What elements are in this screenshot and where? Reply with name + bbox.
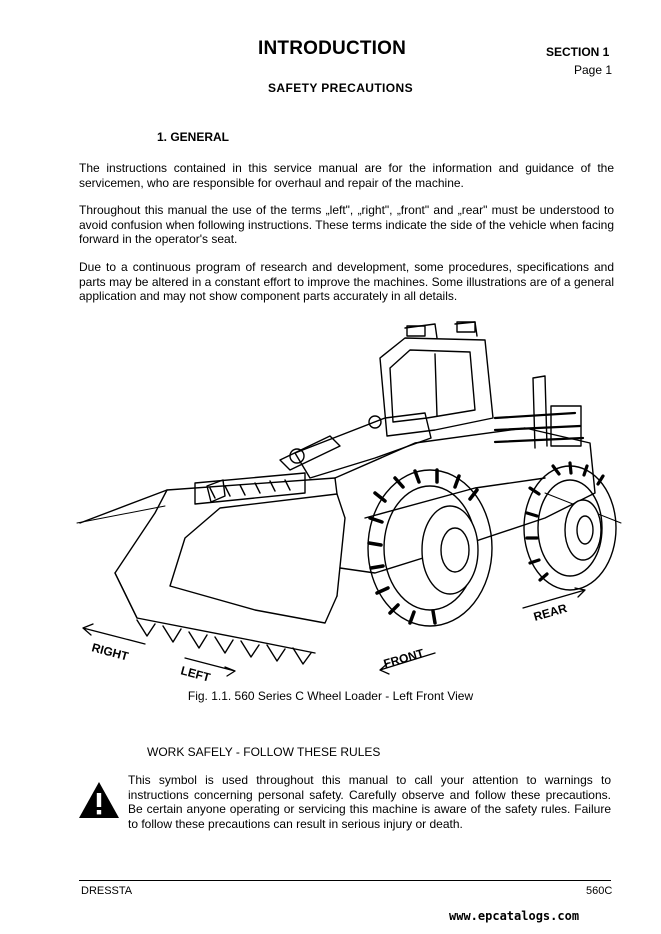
bucket-drawing [80, 473, 345, 664]
rear-wheel-drawing [524, 463, 616, 590]
right-label: RIGHT [90, 640, 130, 664]
page-subtitle: SAFETY PRECAUTIONS [268, 81, 413, 95]
footer-model: 560C [586, 885, 613, 897]
figure-caption: Fig. 1.1. 560 Series C Wheel Loader - Left Front View [187, 689, 474, 703]
footer-brand: DRESSTA [81, 885, 133, 897]
section-label: SECTION 1 [546, 45, 610, 59]
warning-text: This symbol is used throughout this manual to call your attention to warnings to instructions concerning personal safety. Carefully observe and follow these precautions. Be certain anyone operating or servicing this machine is aware of the safety rules. Failure to follow these precautions can result in serious injury or death. [128, 773, 611, 831]
wheel-loader-illustration [75, 318, 623, 686]
paragraph-1: The instructions contained in this service manual are for the information and guidance of the servicemen, who are responsible for overhaul and repair of the machine. [79, 161, 614, 190]
front-label: FRONT [381, 646, 426, 671]
general-heading: 1. GENERAL [157, 130, 230, 144]
front-wheel-drawing [368, 470, 492, 626]
rear-label: REAR [531, 601, 569, 624]
page-title: INTRODUCTION [258, 38, 407, 59]
footer-divider [79, 880, 611, 881]
watermark-url: www.epcatalogs.com [449, 909, 580, 923]
paragraph-2: Throughout this manual the use of the terms „left", „right", „front" and „rear" must be understood to avoid confusion when following instructions. These terms indicate the side of the vehicle when facing forward in the operator's seat. [79, 203, 614, 246]
left-label: LEFT [179, 663, 212, 685]
cab-drawing [380, 322, 493, 436]
work-safely-heading: WORK SAFELY - FOLLOW THESE RULES [147, 745, 381, 759]
warning-triangle-icon [78, 781, 120, 819]
right-arrow [83, 624, 145, 644]
paragraph-3: Due to a continuous program of research and development, some procedures, specifications and parts may be altered in a constant effort to improve the machines. Some illustrations are of a general application and may not show component parts accurately in all details. [79, 260, 614, 303]
page-number: Page 1 [574, 63, 613, 77]
